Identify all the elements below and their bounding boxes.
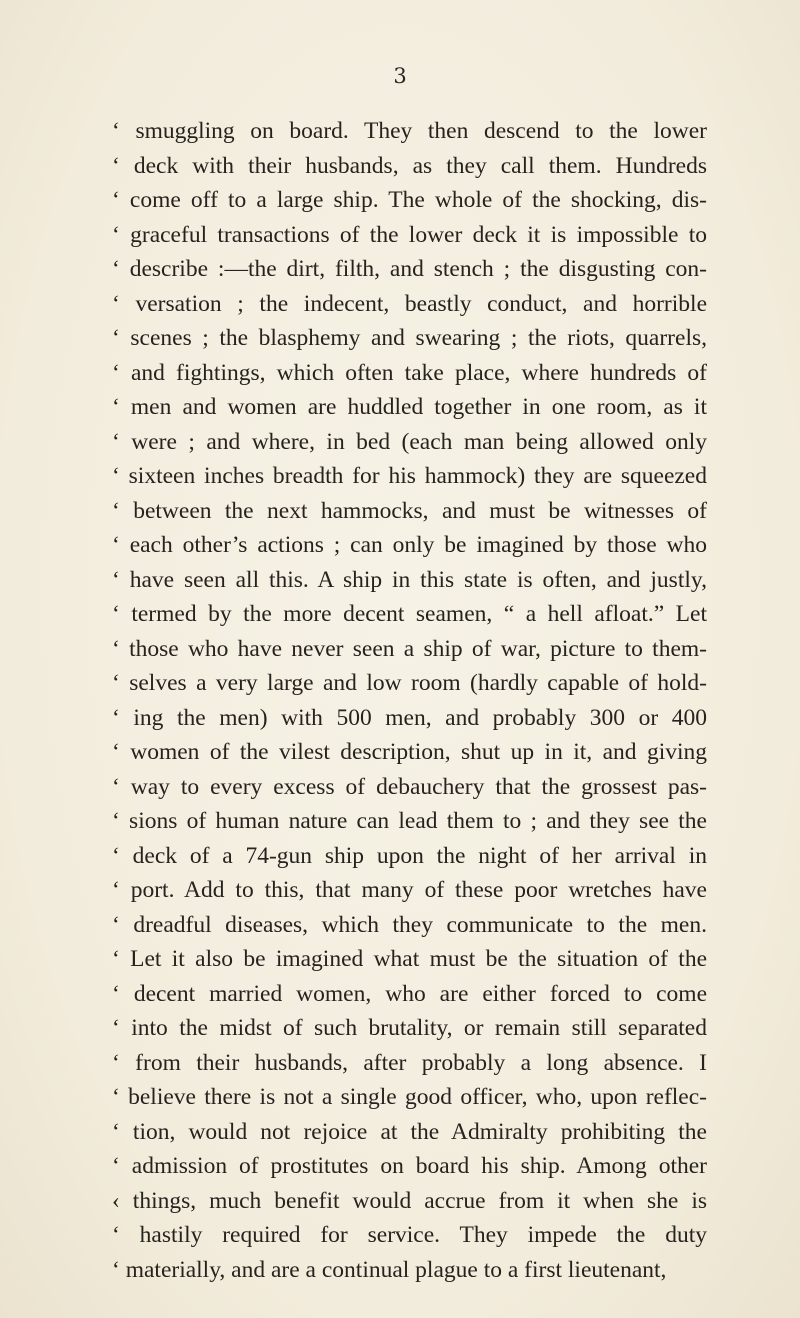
text-line: ‘ admission of prostitutes on board his ship. Among other — [112, 1153, 707, 1179]
text-line: ‘ Let it also be imagined what must be the situation of the — [112, 946, 707, 972]
text-line: ‘ were ; and where, in bed (each man being allowed only — [112, 428, 707, 455]
text-line: ‘ ing the men) with 500 men, and probably 300 or 400 — [112, 704, 707, 731]
text-line: ‘ from their husbands, after probably a long absence. I — [112, 1049, 707, 1076]
text-line: ‘ selves a very large and low room (hardly capable of hold- — [112, 670, 707, 696]
text-line: ‘ women of the vilest description, shut up in it, and giving — [112, 739, 707, 765]
text-line: ‘ sixteen inches breadth for his hammock) they are squeezed — [112, 463, 707, 489]
text-line: ‘ into the midst of such brutality, or remain still separated — [112, 1015, 707, 1041]
text-line: ‘ way to every excess of debauchery that the grossest pas- — [112, 773, 707, 800]
text-line: ‘ port. Add to this, that many of these poor wretches have — [112, 877, 707, 903]
text-line: ‘ dreadful diseases, which they communicate to the men. — [112, 911, 707, 938]
text-line: ‘ materially, and are a continual plague to a first lieutenant, — [112, 1256, 667, 1283]
text-line: ‘ describe :—the dirt, filth, and stench ; the disgusting con- — [112, 256, 707, 282]
text-line: ‘ between the next hammocks, and must be witnesses of — [112, 497, 707, 524]
text-line: ‘ have seen all this. A ship in this state is often, and justly, — [112, 566, 707, 593]
text-line: ‹ things, much benefit would accrue from it when she is — [112, 1187, 707, 1214]
text-line: ‘ smuggling on board. They then descend to the lower — [112, 118, 707, 144]
page-number: 3 — [393, 64, 407, 88]
text-line: ‘ those who have never seen a ship of war, picture to them- — [112, 635, 707, 662]
text-line: ‘ and fightings, which often take place, where hundreds of — [112, 359, 707, 386]
text-line: ‘ men and women are huddled together in one room, as it — [112, 394, 707, 420]
text-line: ‘ scenes ; the blasphemy and swearing ; the riots, quarrels, — [112, 325, 707, 351]
text-line: ‘ come off to a large ship. The whole of the shocking, dis- — [112, 187, 707, 213]
text-line: ‘ hastily required for service. They impede the duty — [112, 1222, 707, 1248]
text-line: ‘ deck with their husbands, as they call them. Hundreds — [112, 152, 707, 179]
text-line: ‘ believe there is not a single good officer, who, upon reflec- — [112, 1084, 707, 1110]
text-line: ‘ sions of human nature can lead them to ; and they see the — [112, 808, 707, 834]
text-line: ‘ each other’s actions ; can only be imagined by those who — [112, 532, 707, 558]
text-line: ‘ tion, would not rejoice at the Admiralty prohibiting the — [112, 1118, 707, 1145]
text-line: ‘ deck of a 74-gun ship upon the night of her arrival in — [112, 842, 707, 869]
text-line: ‘ versation ; the indecent, beastly conduct, and horrible — [112, 290, 707, 317]
body-text — [112, 114, 707, 1287]
text-line: ‘ graceful transactions of the lower deck it is impossible to — [112, 221, 707, 248]
text-line: ‘ decent married women, who are either forced to come — [112, 980, 707, 1007]
text-line: ‘ termed by the more decent seamen, “ a hell afloat.” Let — [112, 601, 707, 627]
